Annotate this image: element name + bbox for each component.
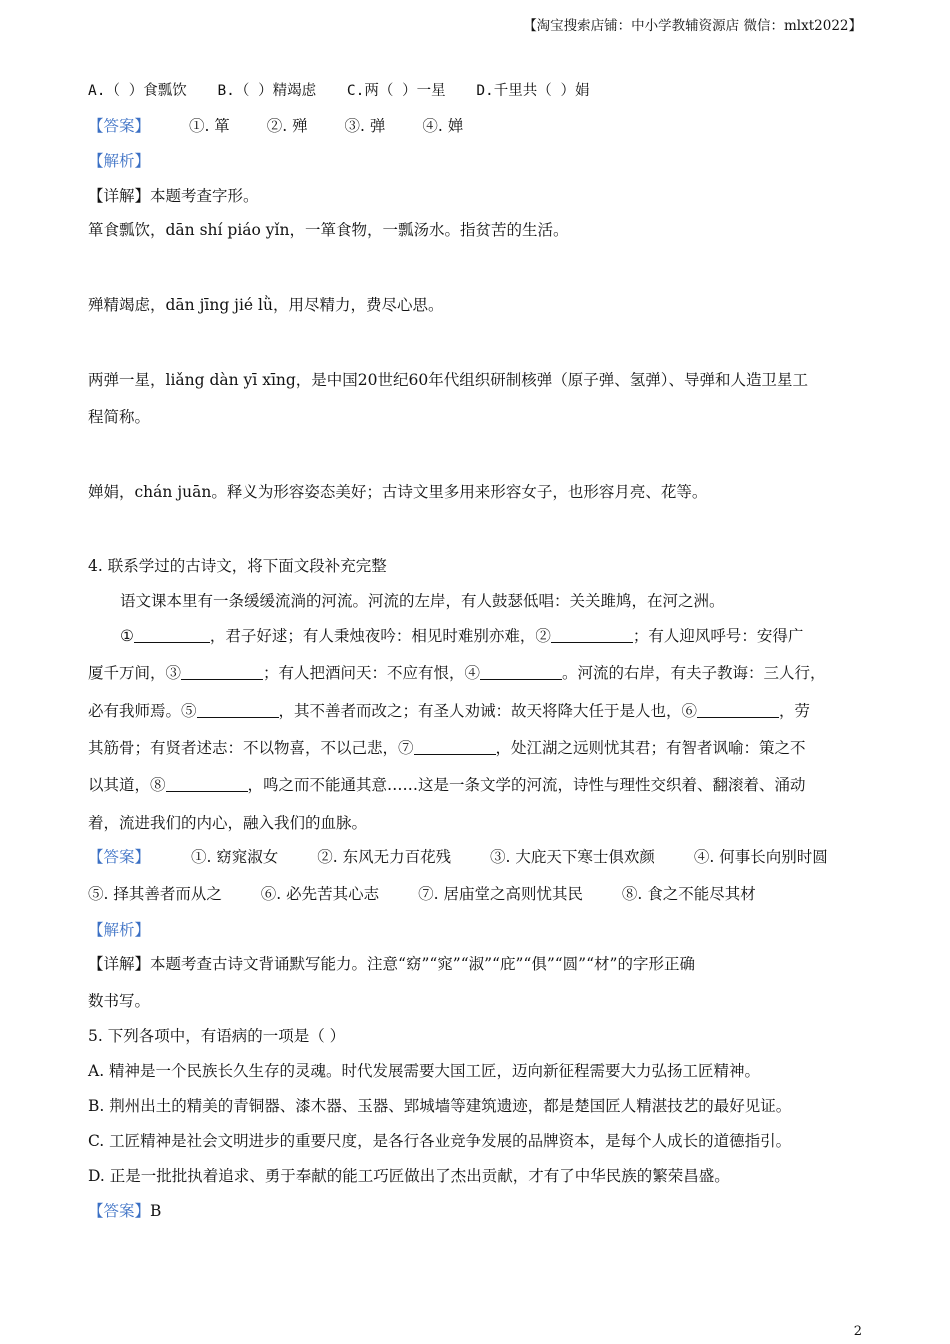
q4-paragraph-1: 语文课本里有一条缓缓流淌的河流。河流的左岸，有人鼓瑟低唱：关关雎鸠，在河之洲。 [120,592,725,610]
q3-analysis-tag: 【解析】 [88,152,151,170]
q4-answer-2: ②. 东风无力百花残 [317,848,452,866]
q3-detail [88,185,259,207]
q4-line-2 [88,662,826,684]
q4-detail [88,953,695,975]
q4-line-5 [88,774,806,796]
q4-text: 厦千万间，③ [88,664,182,682]
q4-answer-4: ④. 何事长向别时圆 [693,848,828,866]
q5-option-a: A. 精神是一个民族长久生存的灵魂。时代发展需要大国工匠，迈向新征程需要大力弘扬工匠精神。 [88,1062,761,1080]
q4-line-6: 着，流进我们的内心，融入我们的血脉。 [88,814,368,832]
q5-option-c: C. 工匠精神是社会文明进步的重要尺度，是各行各业竞争发展的品牌资本，是每个人成长的道德指引。 [88,1132,792,1150]
answer-tag: 【答案】 [88,848,151,866]
q3-detail-text: 本题考查字形。 [150,187,259,205]
fill-blank-4 [480,663,562,680]
answer-tag: 【答案】 [88,117,151,135]
q3-note-1: 箪食瓢饮，dān shí piáo yǐn，一箪食物，一瓢汤水。指贫苦的生活。 [88,221,569,239]
q5-option-b: B. 荆州出土的精美的青铜器、漆木器、玉器、郢城墙等建筑遗迹，都是楚国匠人精湛技艺的最好见证。 [88,1097,792,1115]
q4-text: ，劳 [779,702,811,720]
q4-analysis-tag: 【解析】 [88,921,151,939]
q3-note-2: 殚精竭虑，dān jīng jié lǜ，用尽精力，费尽心思。 [88,296,444,314]
detail-tag: 【详解】 [88,955,151,973]
q4-text: 其筋骨；有贤者述志：不以物喜，不以己悲，⑦ [88,739,414,757]
q3-answer-1: ①. 箪 [188,117,230,135]
q4-text: 必有我师焉。⑤ [88,702,197,720]
q5-answer: B [150,1202,162,1220]
q4-text: ；有人迎风呼号：安得广 [632,627,804,645]
q4-answer-6: ⑥. 必先苦其心志 [260,885,380,903]
q4-text: ；有人把酒问天：不应有恨，④ [263,664,481,682]
q3-answer-4: ④. 婵 [422,117,464,135]
q4-answer-3: ③. 大庇天下寒士俱欢颜 [490,848,655,866]
fill-blank-3 [181,663,263,680]
q3-option-a: A.（ ）食瓢饮 [88,83,187,99]
q3-option-c: C.两（ ）一星 [346,83,446,99]
q4-text: 以其道，⑧ [88,776,166,794]
q4-line-3 [88,700,810,722]
q5-title: 5. 下列各项中，有语病的一项是（ ） [88,1027,346,1045]
q3-answer-line [88,115,463,137]
q4-line-4 [88,737,806,759]
fill-blank-1 [134,626,210,643]
fill-blank-8 [166,775,248,792]
q4-text: ，其不善者而改之；有圣人劝诫：故天将降大任于是人也，⑥ [278,702,698,720]
q3-note-4: 婵娟，chán juān。释义为形容姿态美好；古诗文里多用来形容女子，也形容月亮、花等。 [88,483,708,501]
fill-blank-2 [551,626,633,643]
q4-title: 4. 联系学过的古诗文，将下面文段补充完整 [88,557,387,575]
fill-blank-7 [414,738,496,755]
q5-option-d: D. 正是一批批执着追求、勇于奉献的能工巧匠做出了杰出贡献，才有了中华民族的繁荣昌盛。 [88,1167,730,1185]
q4-line-1 [120,625,803,647]
fill-blank-6 [697,701,779,718]
page-number: 2 [853,1324,862,1339]
fill-blank-5 [197,701,279,718]
q4-text: 。河流的右岸，有夫子教诲：三人行， [562,664,826,682]
q4-answer-1: ①. 窈窕淑女 [190,848,279,866]
detail-tag: 【详解】 [88,187,151,205]
q4-answer-line-2 [88,883,756,905]
page-header: 【淘宝搜索店铺：中小学教辅资源店 微信：mlxt2022】 [523,18,862,34]
q4-answer-7: ⑦. 居庙堂之高则忧其民 [418,885,583,903]
q3-answer-3: ③. 弹 [344,117,386,135]
q4-text: ，君子好逑；有人秉烛夜吟：相见时难别亦难，② [209,627,551,645]
q3-option-d: D.千里共（ ）娟 [476,83,590,99]
q3-option-b: B.（ ）精竭虑 [217,83,317,99]
q4-detail-text: 本题考查古诗文背诵默写能力。注意“窈”“窕”“淑”“庇”“俱”“圆”“材”的字形正确 [150,955,695,973]
q4-detail-cont: 数书写。 [88,992,151,1010]
answer-tag: 【答案】 [88,1202,151,1220]
q4-text: ，处江湖之远则忧其君；有智者讽喻：策之不 [495,739,806,757]
q4-answer-5: ⑤. 择其善者而从之 [88,885,222,903]
q3-answer-2: ②. 殚 [266,117,308,135]
q3-note-3: 两弹一星，liǎng dàn yī xīng，是中国20世纪60年代组织研制核弹（原子弹、氢弹）、导弹和人造卫星工 [88,371,809,389]
q3-options-line [88,80,590,102]
q3-note-3-cont: 程简称。 [88,408,151,426]
q5-answer-line [88,1200,161,1222]
q4-text: ① [120,627,134,645]
q4-answer-line-1 [88,846,828,868]
q4-answer-8: ⑧. 食之不能尽其材 [621,885,756,903]
q4-text: ，鸣之而不能通其意……这是一条文学的河流，诗性与理性交织着、翻滚着、涌动 [247,776,806,794]
